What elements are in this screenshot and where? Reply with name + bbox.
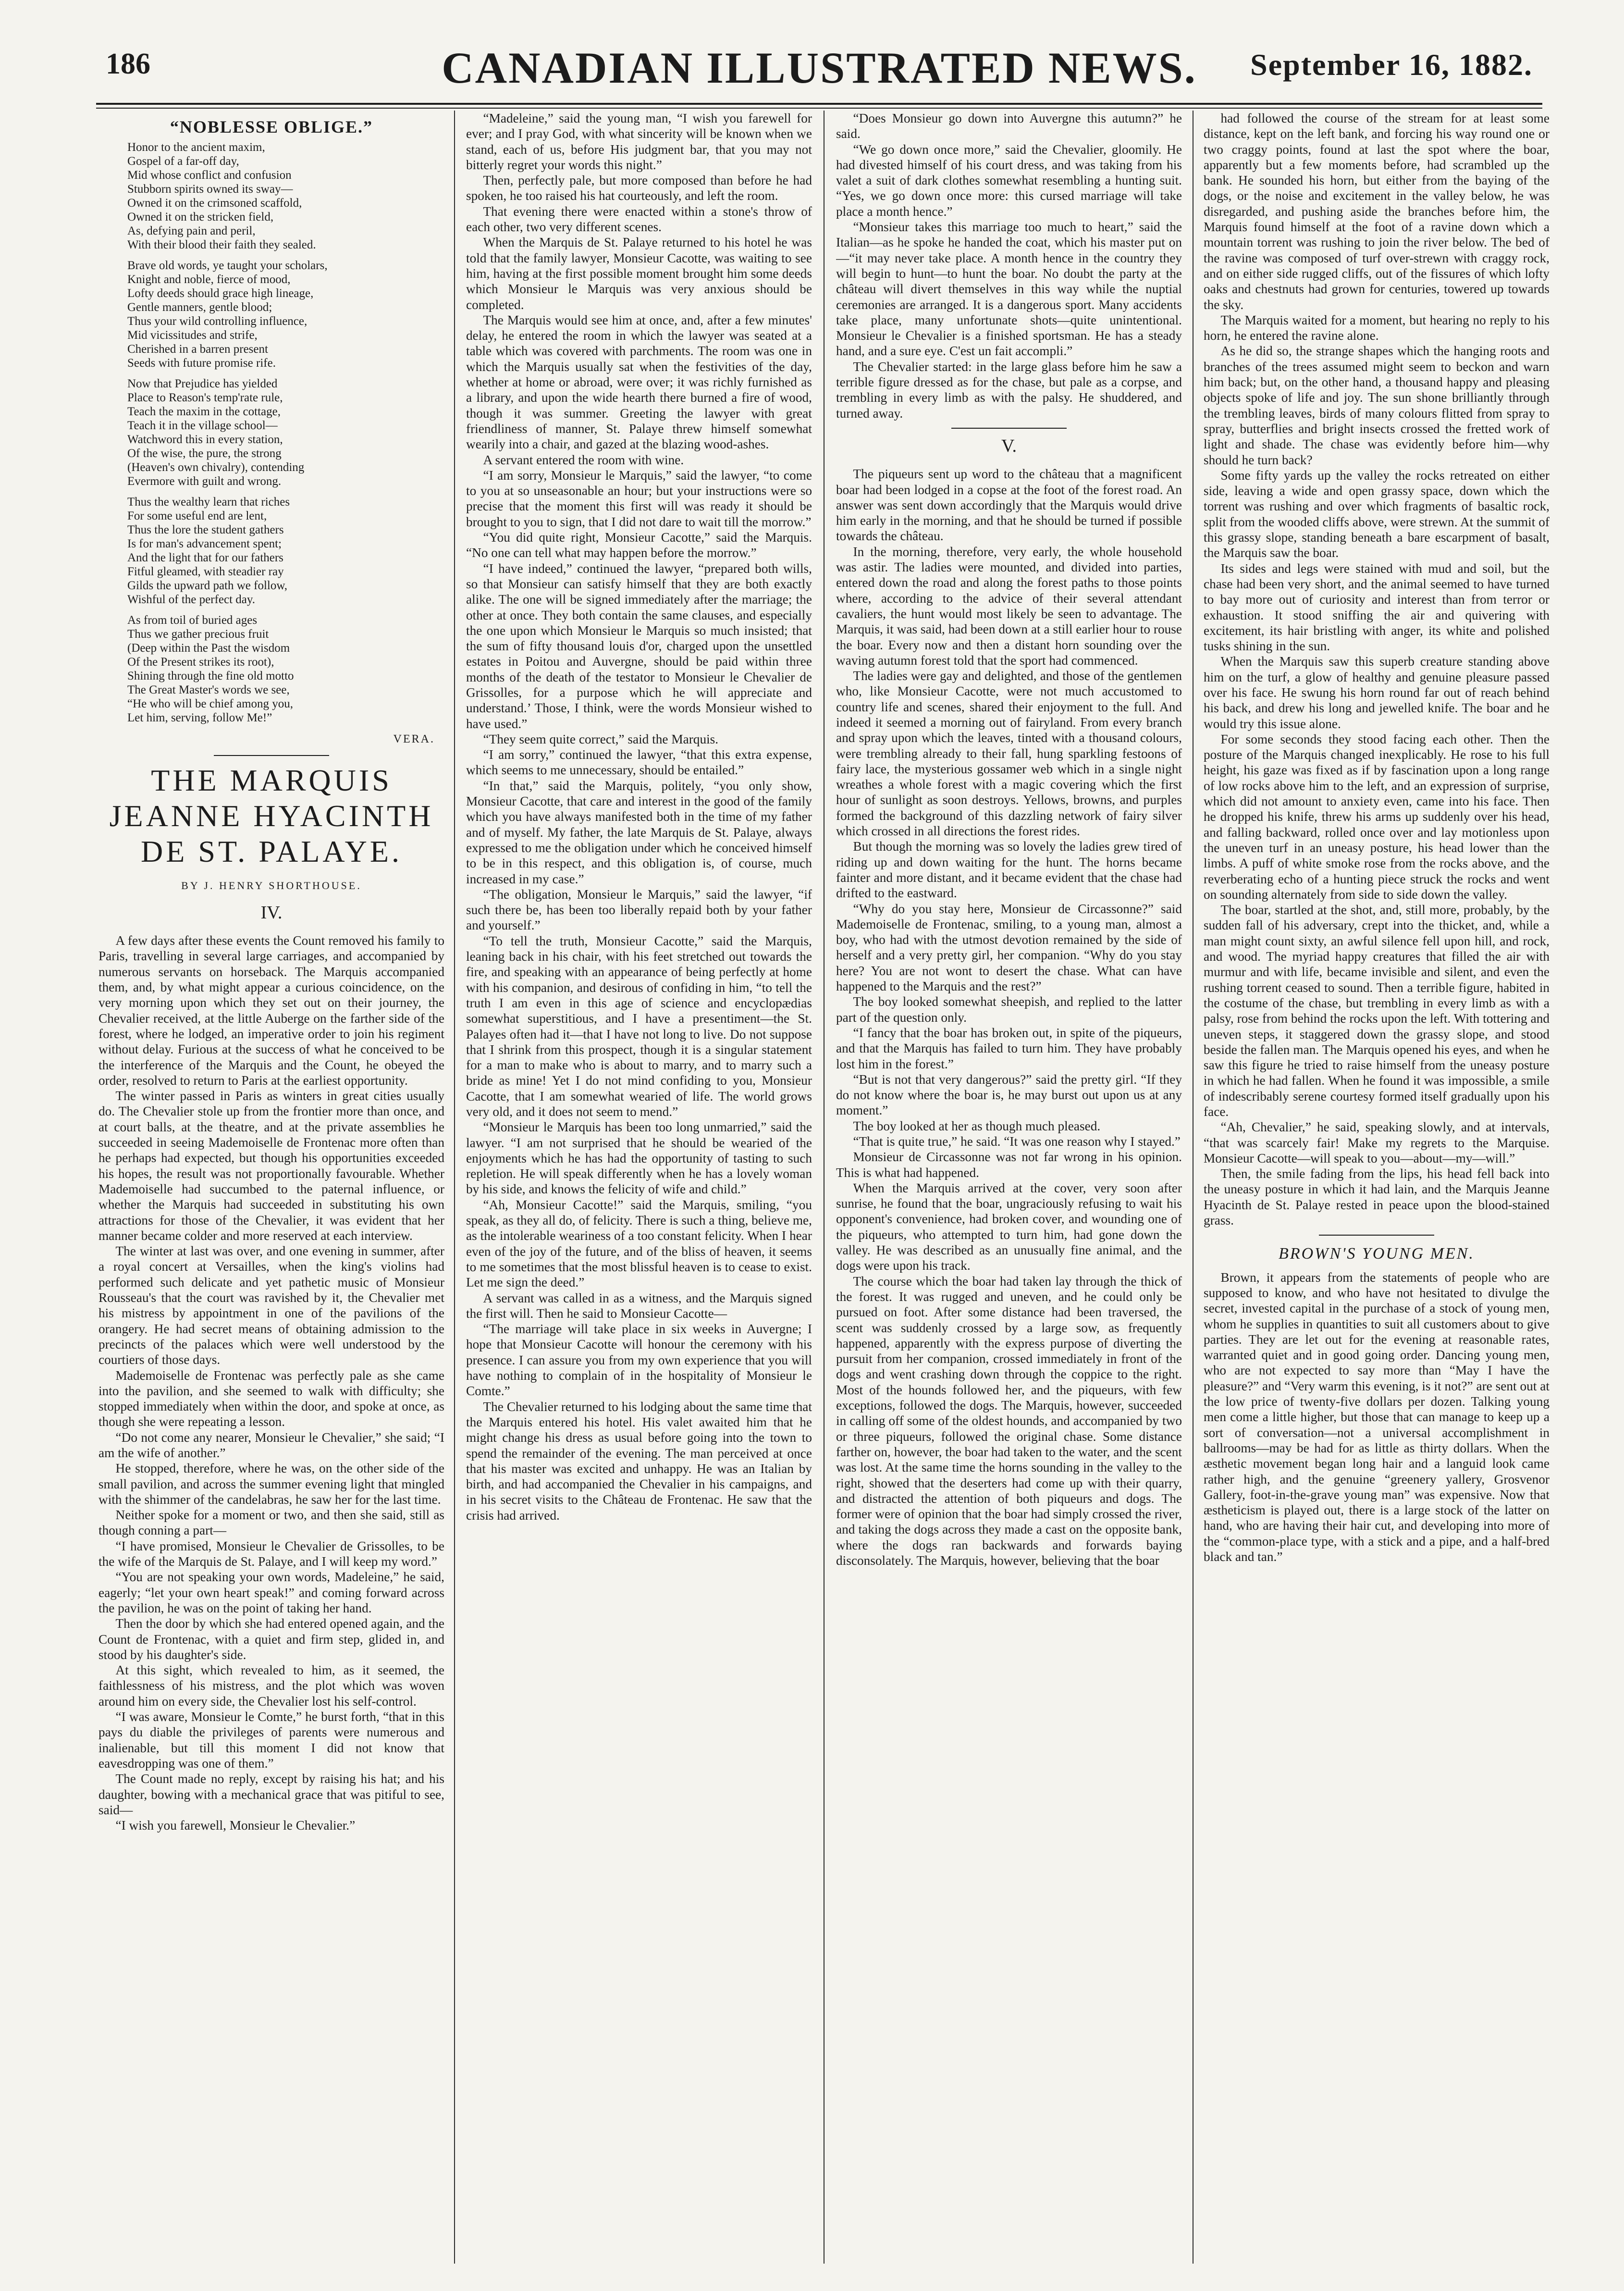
paragraph: The piqueurs sent up word to the château that a magnificent boar had been lodged in a copse at the foot of the forest road. An answer was sent down accordingly that the Marquis would drive him early in the morning, and that he should be turned if possible towards the château. [836, 467, 1182, 544]
paragraph: “I have promised, Monsieur le Chevalier de Grissolles, to be the wife of the Marquis de St. Palaye, and I will keep my word.” [98, 1538, 444, 1569]
column-3 [836, 111, 1182, 2264]
paragraph: The Marquis waited for a moment, but hearing no reply to his horn, he entered the ravine alone. [1204, 312, 1550, 343]
paragraph: “Ah, Chevalier,” he said, speaking slowly, and at intervals, “that was scarcely fair! Make my regrets to the Marquise. Monsieur Cacotte—will speak to you—about—my—will.” [1204, 1120, 1550, 1165]
section-separator [1319, 1235, 1434, 1236]
paragraph: “I fancy that the boar has broken out, in spite of the piqueurs, and that the Marquis has failed to turn him. They have probably lost him in the forest.” [836, 1025, 1182, 1071]
poem-line: Thus the lore the student gathers [127, 523, 284, 537]
article-title: BROWN'S YOUNG MEN. [1279, 1245, 1475, 1263]
paragraph: “I was aware, Monsieur le Comte,” he burst forth, “that in this pays du diable the privileges of parents were numerous and inalienable, but till this moment I did not know that eavesdropping was one of them.” [98, 1709, 444, 1771]
poem-line: Mid whose conflict and confusion [127, 169, 292, 182]
paragraph: Mademoiselle de Frontenac was perfectly pale as she came into the pavilion, and she seemed to walk with difficulty; she stopped immediately when within the door, and spoke at once, as though she were repeating a lesson. [98, 1368, 444, 1429]
paragraph: “I am sorry,” continued the lawyer, “that this extra expense, which seems to me unnecessary, should be entailed.” [466, 747, 812, 778]
paragraph: “Ah, Monsieur Cacotte!” said the Marquis, smiling, “you speak, as they all do, of felicity. There is such a thing, believe me, as the intolerable weariness of a too constant felicity. When I hear even of the joy of the future, and of the bliss of heaven, it seems to me sometimes that the most blissful heaven is to cease to exist. Let me sign the deed.” [466, 1197, 812, 1290]
poem-line: Teach it in the village school— [127, 419, 278, 433]
paragraph: The boy looked at her as though much pleased. [853, 1118, 1101, 1133]
poem-line: Lofty deeds should grace high lineage, [127, 287, 314, 300]
paragraph: Then the door by which she had entered opened again, and the Count de Frontenac, with a quiet and firm step, glided in, and stood by his daughter's side. [98, 1616, 444, 1662]
poem-line: Wishful of the perfect day. [127, 593, 256, 607]
poem-line: (Deep within the Past the wisdom [127, 642, 290, 655]
newspaper-title: CANADIAN ILLUSTRATED NEWS. [442, 43, 1197, 92]
poem-line: Stubborn spirits owned its sway— [127, 183, 293, 196]
chapter-heading: V. [1001, 435, 1017, 456]
poem-line: (Heaven's own chivalry), contending [127, 461, 305, 474]
poem-line: Seeds with future promise rife. [127, 357, 276, 370]
paragraph: The boar, startled at the shot, and, still more, probably, by the sudden fall of his adversary, crept into the thicket, and, while a man might count sixty, an awful silence fell upon hill, and rock, and wood. The myriad happy creatures that filled the air with murmur and with life, became invisible and silent, and even the rushing torrent ceased to sound. Then a terrible figure, habited in the costume of the chase, but trembling in every limb as with a palsy, rose from behind the rocks upon the left. With tottering and uneven steps, it staggered down the grassy slope, and stood beside the fallen man. The Marquis opened his eyes, and when he saw this figure he tried to raise himself from the uneasy posture in which he had fallen. When he found it was impossible, a smile of indescribably serene courtesy formed itself gradually upon his face. [1204, 903, 1550, 1119]
poem-line: Let him, serving, follow Me!” [127, 711, 272, 725]
paragraph: “Madeleine,” said the young man, “I wish you farewell for ever; and I pray God, with what sincerity will be known when we stand, each of us, before His judgment bar, that you may not bitterly regret your words this night.” [466, 111, 812, 172]
masthead [106, 42, 1533, 100]
section-separator [951, 428, 1067, 429]
poem-stanza [127, 140, 444, 252]
poem-line: Of the wise, the pure, the strong [127, 447, 282, 460]
poem-line: Fitful gleamed, with steadier ray [127, 565, 284, 579]
paragraph: “You are not speaking your own words, Madeleine,” he said, eagerly; “let your own heart speak!” and coming forward across the pavilion, he was on the point of taking her hand. [98, 1570, 444, 1615]
paragraph: A servant was called in as a witness, and the Marquis signed the first will. Then he said to Monsieur Cacotte— [466, 1290, 812, 1321]
poem-line: Owned it on the stricken field, [127, 211, 274, 224]
paragraph: “In that,” said the Marquis, politely, “you only show, Monsieur Cacotte, that care and interest in the good of the family which you have always manifested both in the time of my father and of myself. My father, the late Marquis de St. Palaye, always expressed to me the obligation under which he conceived himself to be in this respect, and this obligation is, of course, much increased in my case.” [466, 778, 812, 886]
poem-line: Owned it on the crimsoned scaffold, [127, 197, 302, 210]
paragraph: At this sight, which revealed to him, as it seemed, the faithlessness of his mistress, and the plot which was woven around him on every side, the Chevalier lost his self-control. [98, 1663, 444, 1709]
poem-line: Mid vicissitudes and strife, [127, 329, 258, 342]
issue-date: September 16, 1882. [1250, 48, 1533, 82]
poem-line: And the light that for our fathers [127, 551, 283, 565]
poem-line: Thus your wild controlling influence, [127, 315, 308, 328]
paragraph: Its sides and legs were stained with mud and soil, but the chase had been very short, and the animal seemed to have turned to bay more out of curiosity and interest than from terror or exhaustion. It stood sniffing the air and quivering with excitement, its hair bristling with anger, its white and polished tusks shining in the sun. [1204, 561, 1550, 654]
paragraph: “I have indeed,” continued the lawyer, “prepared both wills, so that Monsieur can satisfy himself that they are both exactly alike. The one will be signed immediately after the marriage; the other at once. They both contain the same clauses, and especially the one upon which Monsieur le Marquis so much insisted; that the sum of fifty thousand louis d'or, charged upon the unsettled estates in Poitou and Auvergne, should be paid within three months of the death of the testator to Monsieur le Chevalier de Grissolles, for a purpose which he will appreciate and understand.’ Those, I think, were the words Monsieur wished to have used.” [466, 561, 812, 731]
poem-line: Of the Present strikes its root), [127, 656, 274, 669]
article-text [98, 933, 444, 1833]
paragraph: The Chevalier started: in the large glass before him he saw a terrible figure dressed as for the chase, but pale as a corpse, and trembling in every limb as with the palsy. He shuddered, and turned away. [836, 359, 1182, 421]
paragraph: “You did quite right, Monsieur Cacotte,” said the Marquis. “No one can tell what may happen before the morrow.” [466, 530, 812, 560]
paragraph: had followed the course of the stream for at least some distance, kept on the left bank, and forcing his way round one or two craggy points, found at last the spot where the boar, apparently but a few moments before, had scrambled up the bank. He sounded his horn, but either from the baying of the dogs, or the noise and excitement in the valley below, he was disregarded, and pushing aside the branches before him, the Marquis found himself at the foot of a ravine down which a mountain torrent was rushing to join the river below. The bed of the ravine was composed of turf over-strewn with craggy rock, and on either side rugged cliffs, out of the fissures of which lofty oaks and chestnuts had grown for centuries, towered up towards the sky. [1204, 111, 1550, 312]
paragraph: “Why do you stay here, Monsieur de Circassonne?” said Mademoiselle de Frontenac, smiling, to a young man, almost a boy, who had with the utmost devotion remained by the side of herself and a very pretty girl, her companion. “Why do you stay here? You are not wont to desert the chase. What can have happened to the Marquis and the rest?” [836, 901, 1182, 994]
poem-stanza [127, 495, 444, 607]
article-text [1204, 111, 1550, 1228]
poem-line: Honor to the ancient maxim, [127, 141, 265, 154]
paragraph: For some seconds they stood facing each other. Then the posture of the Marquis changed inexplicably. He rose to his full height, his gaze was fixed as if by fascination upon a long range of low rocks above him to the left, and an expression of surprise, which did not amount to anxiety even, came into his face. Then he dropped his knife, threw his arms up suddenly over his head, and falling backward, rolled once over and lay motionless upon the uneven turf in an uneasy posture, his head lower than the limbs. A puff of white smoke rose from the rocks above, and the reverberating echo of a hunting piece struck the rocks and went on sounding alternately from side to side down the valley. [1204, 731, 1550, 902]
paragraph: The winter at last was over, and one evening in summer, after a royal concert at Versailles, when the king's violins had performed such delicate and yet pathetic music of Monsieur Rousseau's that the court was ravished by it, the Chevalier met his mistress by appointment in one of the pavilions of the orangery. He had secret means of obtaining admission to the precincts of the palaces which were well understood by the courtiers of those days. [98, 1244, 444, 1367]
poem-line: The Great Master's words we see, [127, 683, 290, 697]
poem-line: Teach the maxim in the cottage, [127, 405, 281, 419]
poem-line: Watchword this in every station, [127, 433, 283, 446]
poem-line: For some useful end are lent, [127, 509, 267, 523]
paragraph: “But is not that very dangerous?” said the pretty girl. “If they do not know where the boar is, he may burst out upon us at any moment.” [836, 1072, 1182, 1118]
header-rule [96, 103, 1542, 105]
paragraph: “I wish you farewell, Monsieur le Chevalier.” [115, 1818, 356, 1833]
paragraph: A servant entered the room with wine. [483, 452, 684, 467]
article-text [836, 466, 1182, 1568]
poem-line: Is for man's advancement spent; [127, 537, 282, 551]
poem-line: Brave old words, ye taught your scholars, [127, 259, 328, 272]
header-rule-thin [96, 108, 1542, 109]
paragraph: The boy looked somewhat sheepish, and replied to the latter part of the question only. [836, 994, 1182, 1025]
poem-line: Thus the wealthy learn that riches [127, 495, 290, 509]
article-text [466, 111, 812, 1523]
paragraph: The Marquis would see him at once, and, after a few minutes' delay, he entered the room in which the lawyer was seated at a table which was covered with parchments. The room was one in which the Marquis usually sat when the festivities of the day, whether at home or abroad, were over; it was richly furnished as a library, and upon the wide hearth there burned a fire of wood, though it was summer. Greeting the lawyer with great friendliness of manner, St. Palaye threw himself somewhat wearily into a chair, and gazed at the blazing wood-ashes. [466, 312, 812, 452]
poem-line: Place to Reason's temp'rate rule, [127, 391, 283, 405]
paragraph: “The obligation, Monsieur le Marquis,” said the lawyer, “if such there be, has been too liberally repaid both by your father and yourself.” [466, 887, 812, 933]
poem-stanza [127, 613, 444, 725]
poem-line: As, defying pain and peril, [127, 224, 256, 238]
poem-line: With their blood their faith they sealed. [127, 238, 316, 252]
paragraph: “The marriage will take place in six weeks in Auvergne; I hope that Monsieur Cacotte will honour the ceremony with his presence. I can assure you from my own experience that you will have nothing to complain of in the hospitality of Monsieur le Comte.” [466, 1322, 812, 1399]
paragraph: When the Marquis saw this superb creature standing above him on the turf, a glow of healthy and genuine pleasure passed over his face. He swung his horn round far out of reach behind his back, and drew his long and jewelled knife. The boar and he would try this issue alone. [1204, 654, 1550, 731]
poem-line: “He who will be chief among you, [127, 697, 294, 711]
poem-line: Now that Prejudice has yielded [127, 377, 278, 391]
paragraph: “They seem quite correct,” said the Marquis. [483, 731, 719, 746]
poem-line: Gentle manners, gentle blood; [127, 301, 272, 314]
poem-line: Thus we gather precious fruit [127, 628, 269, 641]
paragraph: Monsieur de Circassonne was not far wrong in his opinion. This is what had happened. [836, 1150, 1182, 1180]
poem-stanza [127, 377, 444, 488]
paragraph: “I am sorry, Monsieur le Marquis,” said the lawyer, “to come to you at so unseasonable an hour; but your instructions were so precise that the moment this first will was ready it should be brought to you to sign, that I did not dare to wait till the morrow.” [466, 468, 812, 529]
page-number: 186 [106, 48, 150, 80]
paragraph: Then, perfectly pale, but more composed than before he had spoken, he too raised his hat courteously, and left the room. [466, 173, 812, 203]
paragraph: “Do not come any nearer, Monsieur le Chevalier,” she said; “I am the wife of another.” [98, 1430, 444, 1460]
paragraph: Some fifty yards up the valley the rocks retreated on either side, leaving a wide and open grassy space, down which the torrent was rushing and over which fragments of basaltic rock, split from the wooded cliffs above, were strewn. At the summit of this grassy slope, standing beneath a bare escarpment of basalt, the Marquis saw the boar. [1204, 468, 1550, 560]
article-text [1204, 1270, 1550, 1565]
section-separator [214, 755, 329, 756]
paragraph: The ladies were gay and delighted, and those of the gentlemen who, like Monsieur Cacotte, were not much accustomed to country life and scenes, shared their enjoyment to the full. And indeed it seemed a morning out of fairyland. From every branch and spray upon which the leaves, tinted with a thousand colours, were trembling already to their fall, hung sparkling festoons of fairy lace, the mysterious gossamer web which in a single night wreathes a whole forest with a magic covering which the first hour of sunlight as soon destroys. Yellows, browns, and purples formed the background of this dazzling network of fairy silver which crossed in all directions the forest rides. [836, 669, 1182, 839]
poem-line: Knight and noble, fierce of mood, [127, 273, 291, 286]
paragraph: When the Marquis arrived at the cover, very soon after sunrise, he found that the boar, ungraciously refusing to wait his opponent's convenience, had broken cover, and wounding one of the piqueurs, who attempted to turn him, had gone down the valley. He was described as an unusually fine animal, and the dogs were upon his track. [836, 1180, 1182, 1273]
paragraph: Brown, it appears from the statements of people who are supposed to know, and who have not hesitated to divulge the secret, invested capital in the purchase of a stock of young men, whom he supplies in quantities to suit all customers about to give parties. They are let out for the evening at reasonable rates, warranted quiet and in good going order. Dancing young men, who are not expected to say more than “May I have the pleasure?” and “Very warm this evening, is it not?” are sent out at the low price of twenty-five dollars per dozen. Talking young men come a little higher, but those that can manage to keep up a sort of conversation—not a universal accomplishment in ballrooms—may be had for as little as thirty dollars. When the æsthetic movement began long hair and a languid look came rather high, and the genuine “greenery yallery, Grosvenor Gallery, foot-in-the-grave young man” was expensive. Now that æstheticism is played out, there is a large stock of the latter on hand, who are having their hair cut, and developing into more of the “common-place type, with a stick and a pipe, and a half-bred black and tan.” [1204, 1270, 1550, 1564]
paragraph: That evening there were enacted within a stone's throw of each other, two very different scenes. [466, 204, 812, 235]
article-text [836, 111, 1182, 421]
poem-line: Gilds the upward path we follow, [127, 579, 288, 593]
poem-line: Gospel of a far-off day, [127, 155, 239, 168]
chapter-heading: IV. [260, 902, 283, 923]
paragraph: A few days after these events the Count removed his family to Paris, travelling in several large carriages, and accompanied by numerous servants on horseback. The Marquis accompanied them, and, by what might appear a curious coincidence, on the very morning upon which they set out on their journey, the Chevalier received, at the little Auberge on the farther side of the forest, where he lodged, an imperative order to join his regiment without delay. Furious at the success of what he conceived to be the interference of the Marquis and the Count, he obeyed the order, resolved to return to Paris at the earliest opportunity. [98, 933, 444, 1088]
poem-title: “NOBLESSE OBLIGE.” [170, 117, 373, 136]
paragraph: As he did so, the strange shapes which the hanging roots and branches of the trees assumed might seem to beckon and warn him back; but, on the other hand, a thousand happy and pleasing objects spoke of life and joy. The sun shone brilliantly through the trembling leaves, birds of many colours flitted from spray to spray, butterflies and bright insects crossed the fretted work of light and shade. The chase was evidently before him—why should he turn back? [1204, 344, 1550, 467]
poem-line: Shining through the fine old motto [127, 669, 294, 683]
paragraph: “That is quite true,” he said. “It was one reason why I stayed.” [853, 1134, 1181, 1149]
story-title: THE MARQUIS JEANNE HYACINTH DE ST. PALAYE. [109, 763, 434, 868]
paragraph: In the morning, therefore, very early, the whole household was astir. The ladies were mounted, and divided into parties, entered down the road and along the forest paths to those points where, according to the advice of their several attendant cavaliers, the hunt would most likely be seen to advantage. The Marquis, it was said, had been down at a still earlier hour to rouse the boar. Every now and then a distant horn sounding over the waving autumn forest told that the sport had commenced. [836, 544, 1182, 668]
paragraph: The Chevalier returned to his lodging about the same time that the Marquis entered his hotel. His valet awaited him that he might change his dress as usual before going into the town to spend the remainder of the evening. The man perceived at once that his master was excited and unhappy. He was an Italian by birth, and had accompanied the Chevalier in his campaigns, and in his secret visits to the Château de Frontenac. He saw that the crisis had arrived. [466, 1399, 812, 1523]
paragraph: “Monsieur takes this marriage too much to heart,” said the Italian—as he spoke he handed the coat, which his master put on—“it may never take place. A month hence in the country they will begin to hunt—to hunt the boar. No doubt the party at the château will divert themselves in this way while the nuptial ceremonies are arranged. It is a dangerous sport. Many accidents take place, many unfortunate shots—quite unintentional. Monsieur le Chevalier is a finished sportsman. He has a steady hand, and a sure eye. C'est un fait accompli.” [836, 220, 1182, 359]
poem-stanza [127, 259, 444, 370]
paragraph: He stopped, therefore, where he was, on the other side of the small pavilion, and across the summer evening light that mingled with the shimmer of the candelabras, he saw her for the last time. [98, 1461, 444, 1507]
paragraph: “Monsieur le Marquis has been too long unmarried,” said the lawyer. “I am not surprised that he should be wearied of the enjoyments which he has had the opportunity of tasting to such repletion. He will speak differently when he has a lovely woman by his side, and knows the felicity of wife and child.” [466, 1120, 812, 1197]
poem-line: As from toil of buried ages [127, 614, 258, 627]
paragraph: Neither spoke for a moment or two, and then she said, still as though conning a part— [98, 1508, 444, 1538]
paragraph: “Does Monsieur go down into Auvergne this autumn?” he said. [836, 111, 1182, 141]
paragraph: Then, the smile fading from the lips, his head fell back into the uneasy posture in which it had lain, and the Marquis Jeanne Hyacinth de St. Palaye rested in peace upon the blood-stained grass. [1204, 1166, 1550, 1228]
poem-signature: VERA. [393, 733, 435, 746]
column-1 [98, 111, 444, 2264]
column-divider [454, 111, 455, 2264]
column-4 [1204, 111, 1550, 2264]
poem-line: Evermore with guilt and wrong. [127, 475, 282, 488]
paragraph: The Count made no reply, except by raising his hat; and his daughter, bowing with a mechanical grace that was pitiful to see, said— [98, 1771, 444, 1817]
poem-body [98, 140, 444, 725]
paragraph: “We go down once more,” said the Chevalier, gloomily. He had divested himself of his court dress, and was taking from his valet a suit of dark clothes somewhat resembling a hunting suit. “Yes, we go down once more: this cursed marriage will take place a month hence.” [836, 142, 1182, 219]
poem-line: Cherished in a barren present [127, 343, 268, 356]
paragraph: The course which the boar had taken lay through the thick of the forest. It was rugged and uneven, and he could only be pursued on foot. After some distance had been traversed, the scent was suddenly crossed by a large sow, as frequently happened, apparently with the express purpose of diverting the pursuit from her companion, crossed immediately in front of the dogs and went crashing down through the coppice to the right. Most of the hounds followed her, and the piqueurs, with few exceptions, followed the dogs. The Marquis, however, succeeded in calling off some of the oldest hounds, and accompanied by two or three piqueurs, followed the original chase. Some distance farther on, however, the boar had taken to the water, and the scent was lost. At the same time the horns sounding in the valley to the right, showed that the deserters had come up with their quarry, and distracted the attention of both piqueurs and dogs. The former were of opinion that the boar had simply crossed the river, and taking the dogs across they made a cast on the opposite bank, where the dogs ran backwards and forwards baying disconsolately. The Marquis, however, believing that the boar [836, 1274, 1182, 1568]
column-2 [466, 111, 812, 2264]
paragraph: “To tell the truth, Monsieur Cacotte,” said the Marquis, leaning back in his chair, with his feet stretched out towards the fire, and speaking with an appearance of being perfectly at home with his companion, and desirous of confiding in him, “to tell the truth I am even in this age of science and encyclopædias somewhat superstitious, and I have a presentiment—the St. Palayes often had it—that I have not long to live. Do not suppose that I shrink from this prospect, though it is a singular statement for a man to make who is about to marry, and to marry such a bride as mine! Yet I do not mind confiding to you, Monsieur Cacotte, that I am somewhat wearied of life. The world grows very old, and it does not seem to mend.” [466, 933, 812, 1119]
story-byline: BY J. HENRY SHORTHOUSE. [181, 879, 362, 892]
paragraph: When the Marquis de St. Palaye returned to his hotel he was told that the family lawyer, Monsieur Cacotte, was waiting to see him, having at the first possible moment brought him some deeds which Monsieur le Marquis was very anxious should be completed. [466, 235, 812, 312]
paragraph: The winter passed in Paris as winters in great cities usually do. The Chevalier stole up from the frontier more than once, and at court balls, at the theatre, and at the private assemblies he succeeded in seeing Mademoiselle de Frontenac more often than he perhaps had expected, but though his opportunities exceeded his hopes, the result was not proportionally favourable. Whether Mademoiselle had succumbed to the paternal influence, or whether the Marquis had succeeded in substituting his own attractions for those of the Chevalier, it was evident that her manner became colder and more reserved at each interview. [98, 1089, 444, 1243]
paragraph: But though the morning was so lovely the ladies grew tired of riding up and down waiting for the hunt. The horns became fainter and more distant, and it became evident that the chase had drifted to the eastward. [836, 839, 1182, 901]
